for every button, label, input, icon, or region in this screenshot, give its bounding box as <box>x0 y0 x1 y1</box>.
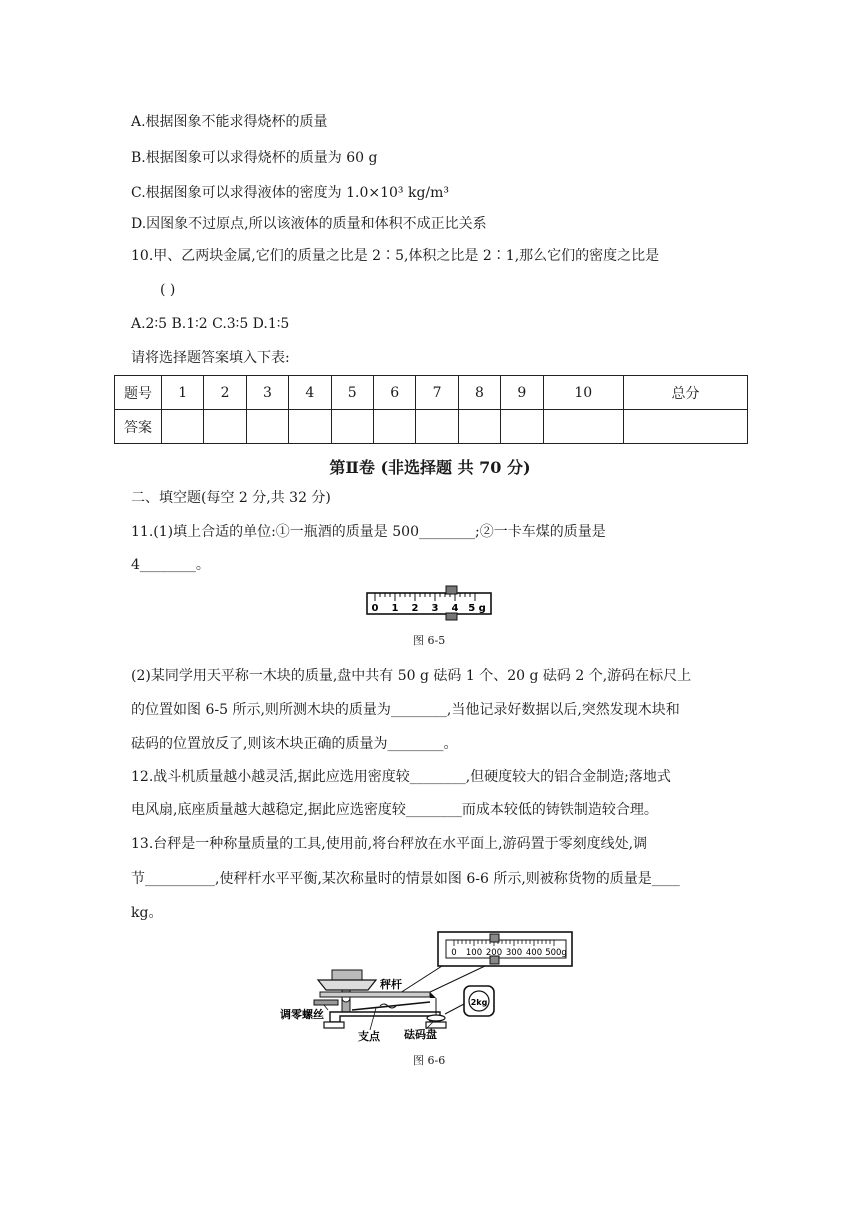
table-cell-total: 总分 <box>623 376 747 410</box>
table-cell-label: 题号 <box>115 376 162 410</box>
beam-scale-label: 500g <box>545 948 567 958</box>
scale-label: 1 <box>391 603 399 614</box>
table-cell-number: 4 <box>289 376 331 410</box>
q12-line1: 12.战斗机质量越小越灵活,据此应选用密度较________,但硬度较大的铝合金制造;落地式 <box>131 769 671 785</box>
q9-option-c: C.根据图象可以求得液体的密度为 1.0×10³ kg/m³ <box>131 185 450 201</box>
figure-6-5-caption: 图 6-5 <box>413 634 446 647</box>
q10-stem: 10.甲、乙两块金属,它们的质量之比是 2∶5,体积之比是 2∶1,那么它们的密度之比是 <box>131 248 660 264</box>
table-cell-number: 8 <box>458 376 500 410</box>
answer-cell[interactable] <box>204 410 246 444</box>
rider-marker-bottom <box>446 613 457 620</box>
figure-6-5-scale <box>365 585 495 621</box>
table-cell-number: 5 <box>331 376 373 410</box>
scale-label: 3 <box>431 603 439 614</box>
beam-rider-top <box>490 934 499 942</box>
figure-6-6-caption: 图 6-6 <box>413 1054 446 1067</box>
beam-scale-label: 300 <box>505 948 523 958</box>
q10-options: A.2∶5 B.1∶2 C.3∶5 D.1∶5 <box>131 316 290 332</box>
answer-cell[interactable] <box>289 410 331 444</box>
q13-line1: 13.台秤是一种称量质量的工具,使用前,将台秤放在水平面上,游码置于零刻度线处,调 <box>131 836 648 852</box>
answer-cell[interactable] <box>623 410 747 444</box>
label-fulcrum: 支点 <box>358 1030 380 1043</box>
table-instruction: 请将选择题答案填入下表: <box>131 350 290 366</box>
section-heading: 二、填空题(每空 2 分,共 32 分) <box>131 490 331 506</box>
beam-scale-label: 100 <box>465 948 483 958</box>
figure-6-6-platform-scale <box>280 926 590 1046</box>
answer-cell[interactable] <box>416 410 458 444</box>
q13-line3: kg。 <box>131 905 163 921</box>
table-cell-number: 7 <box>416 376 458 410</box>
table-row-answers <box>115 410 748 444</box>
table-row-numbers <box>115 376 748 410</box>
scale-label: 5 g <box>468 603 486 614</box>
q9-option-a: A.根据图象不能求得烧杯的质量 <box>131 114 328 130</box>
answer-cell[interactable] <box>331 410 373 444</box>
table-cell-label: 答案 <box>115 410 162 444</box>
table-cell-number: 3 <box>246 376 288 410</box>
beam-scale-label: 400 <box>525 948 543 958</box>
scale-label: 2 <box>411 603 419 614</box>
q9-option-d: D.因图象不过原点,所以该液体的质量和体积不成正比关系 <box>131 216 487 232</box>
weight-label: 2kg <box>470 998 488 1007</box>
q12-line2: 电风扇,底座质量越大越稳定,据此应选密度较________而成本较低的铸铁制造较合理。 <box>131 802 658 818</box>
table-cell-number: 9 <box>501 376 543 410</box>
answer-table <box>114 375 748 444</box>
q9-option-b: B.根据图象可以求得烧杯的质量为 60 g <box>131 150 378 166</box>
q11-part2-line3: 砝码的位置放反了,则该木块正确的质量为________。 <box>131 736 458 752</box>
q13-line2: 节__________,使秤杆水平平衡,某次称量时的情景如图 6-6 所示,则被称货物的质量是____ <box>131 871 680 887</box>
q11-line1: 11.(1)填上合适的单位:①一瓶酒的质量是 500________;②一卡车煤的质量是 <box>131 524 606 540</box>
scale-label: 0 <box>371 603 379 614</box>
answer-cell[interactable] <box>501 410 543 444</box>
q11-part2-line2: 的位置如图 6-5 所示,则所测木块的质量为________,当他记录好数据以后,突然发现木块和 <box>131 702 680 718</box>
answer-cell[interactable] <box>162 410 204 444</box>
label-zero-screw: 调零螺丝 <box>280 1008 324 1021</box>
beam-scale-label: 200 <box>485 948 503 958</box>
section-title: 第Ⅱ卷 (非选择题 共 70 分) <box>329 458 531 477</box>
answer-cell[interactable] <box>543 410 623 444</box>
beam-scale-label: 0 <box>451 948 457 958</box>
answer-cell[interactable] <box>373 410 415 444</box>
answer-cell[interactable] <box>246 410 288 444</box>
q11-part2-line1: (2)某同学用天平称一木块的质量,盘中共有 50 g 砝码 1 个、20 g 砝码 2 个,游码在标尺上 <box>131 668 692 684</box>
answer-cell[interactable] <box>458 410 500 444</box>
table-cell-number: 10 <box>543 376 623 410</box>
rider-marker-top <box>446 586 457 594</box>
q10-bracket: ( ) <box>160 282 176 298</box>
table-cell-number: 1 <box>162 376 204 410</box>
label-weight-pan: 砝码盘 <box>404 1028 437 1041</box>
q11-line2: 4________。 <box>131 557 210 573</box>
label-beam: 秤杆 <box>380 978 402 991</box>
scale-label: 4 <box>451 603 459 614</box>
table-cell-number: 6 <box>373 376 415 410</box>
table-cell-number: 2 <box>204 376 246 410</box>
